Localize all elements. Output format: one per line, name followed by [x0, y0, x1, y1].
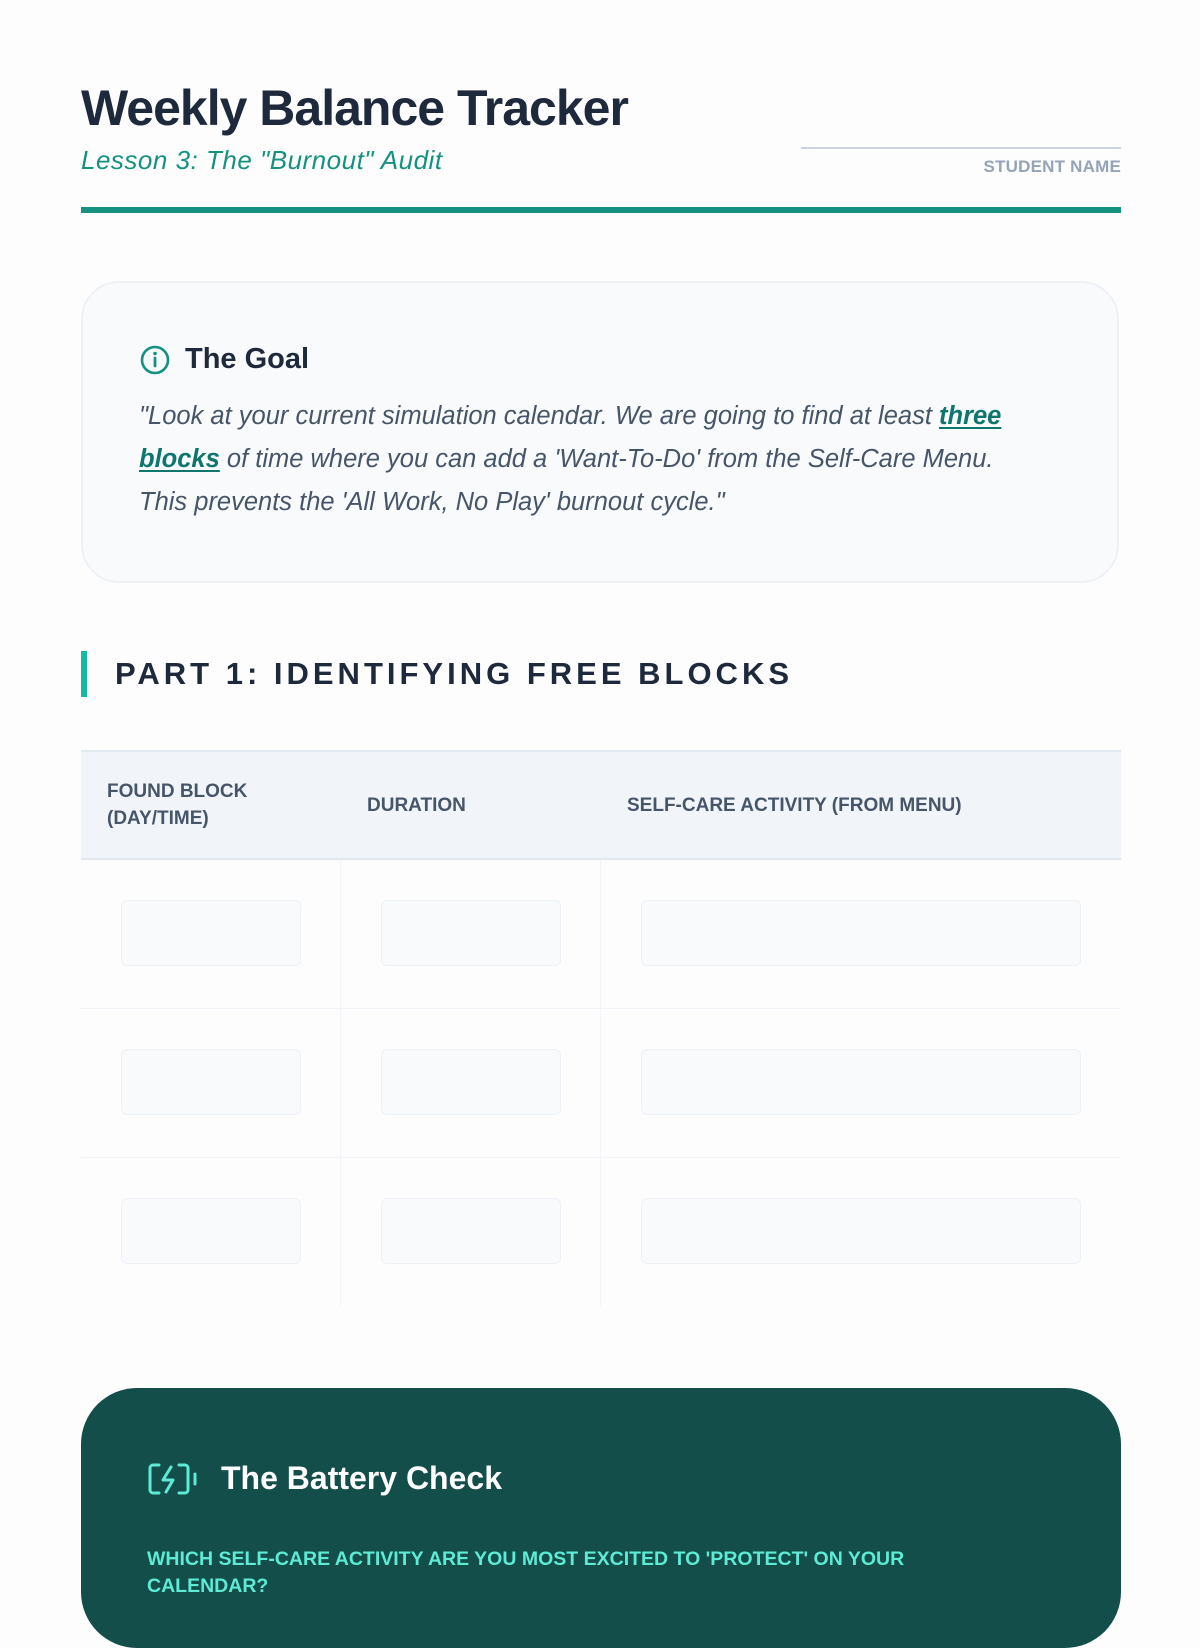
table-row	[81, 1009, 1121, 1158]
table-cell	[341, 1158, 601, 1306]
activity-field[interactable]	[641, 1198, 1081, 1264]
duration-field[interactable]	[381, 1198, 561, 1264]
table-row	[81, 860, 1121, 1009]
found-block-field[interactable]	[121, 900, 301, 966]
student-name-label: STUDENT NAME	[983, 157, 1121, 176]
goal-heading	[139, 343, 309, 376]
goal-highlight: three blocks	[139, 402, 1002, 473]
table-cell	[81, 1009, 341, 1157]
table-header	[81, 750, 1121, 860]
page-title: Weekly Balance Tracker	[81, 80, 628, 136]
found-block-field[interactable]	[121, 1049, 301, 1115]
column-header-duration: DURATION	[367, 794, 466, 816]
battery-check-panel	[81, 1388, 1121, 1648]
student-name-line[interactable]	[801, 147, 1121, 149]
found-block-field[interactable]	[121, 1198, 301, 1264]
goal-title: The Goal	[185, 343, 310, 375]
lesson-subtitle: Lesson 3: The "Burnout" Audit	[81, 145, 443, 175]
info-circle-icon	[139, 344, 171, 376]
column-header-activity: SELF-CARE ACTIVITY (FROM MENU)	[627, 794, 962, 816]
part1-title: PART 1: IDENTIFYING FREE BLOCKS	[115, 656, 794, 691]
table-cell	[341, 860, 601, 1008]
table-row	[81, 1158, 1121, 1306]
worksheet-header	[81, 0, 1121, 214]
table-cell	[81, 860, 341, 1008]
battery-heading	[147, 1460, 502, 1497]
part1-heading	[81, 651, 793, 697]
goal-text-before: "Look at your current simulation calendar. We are going to find at least	[139, 402, 939, 430]
goal-text	[139, 395, 1039, 524]
table-cell	[81, 1158, 341, 1306]
battery-charging-icon	[147, 1461, 199, 1497]
header-divider	[81, 207, 1121, 213]
table-cell	[601, 860, 1121, 1008]
battery-question: WHICH SELF-CARE ACTIVITY ARE YOU MOST EXCITED TO 'PROTECT' ON YOUR CALENDAR?	[147, 1548, 905, 1597]
table-cell	[601, 1158, 1121, 1306]
goal-text-after: of time where you can add a 'Want-To-Do' from the Self-Care Menu. This prevents the 'All Work, No Play' burnout cycle."	[139, 445, 994, 516]
duration-field[interactable]	[381, 1049, 561, 1115]
table-cell	[341, 1009, 601, 1157]
table-cell	[601, 1009, 1121, 1157]
goal-box	[81, 281, 1119, 583]
column-header-found-block: FOUND BLOCK (DAY/TIME)	[107, 781, 248, 829]
activity-field[interactable]	[641, 1049, 1081, 1115]
free-blocks-table	[81, 750, 1121, 1306]
worksheet-page	[81, 0, 1121, 1597]
part1-accent-bar	[81, 651, 87, 697]
battery-title: The Battery Check	[221, 1460, 502, 1496]
activity-field[interactable]	[641, 900, 1081, 966]
duration-field[interactable]	[381, 900, 561, 966]
